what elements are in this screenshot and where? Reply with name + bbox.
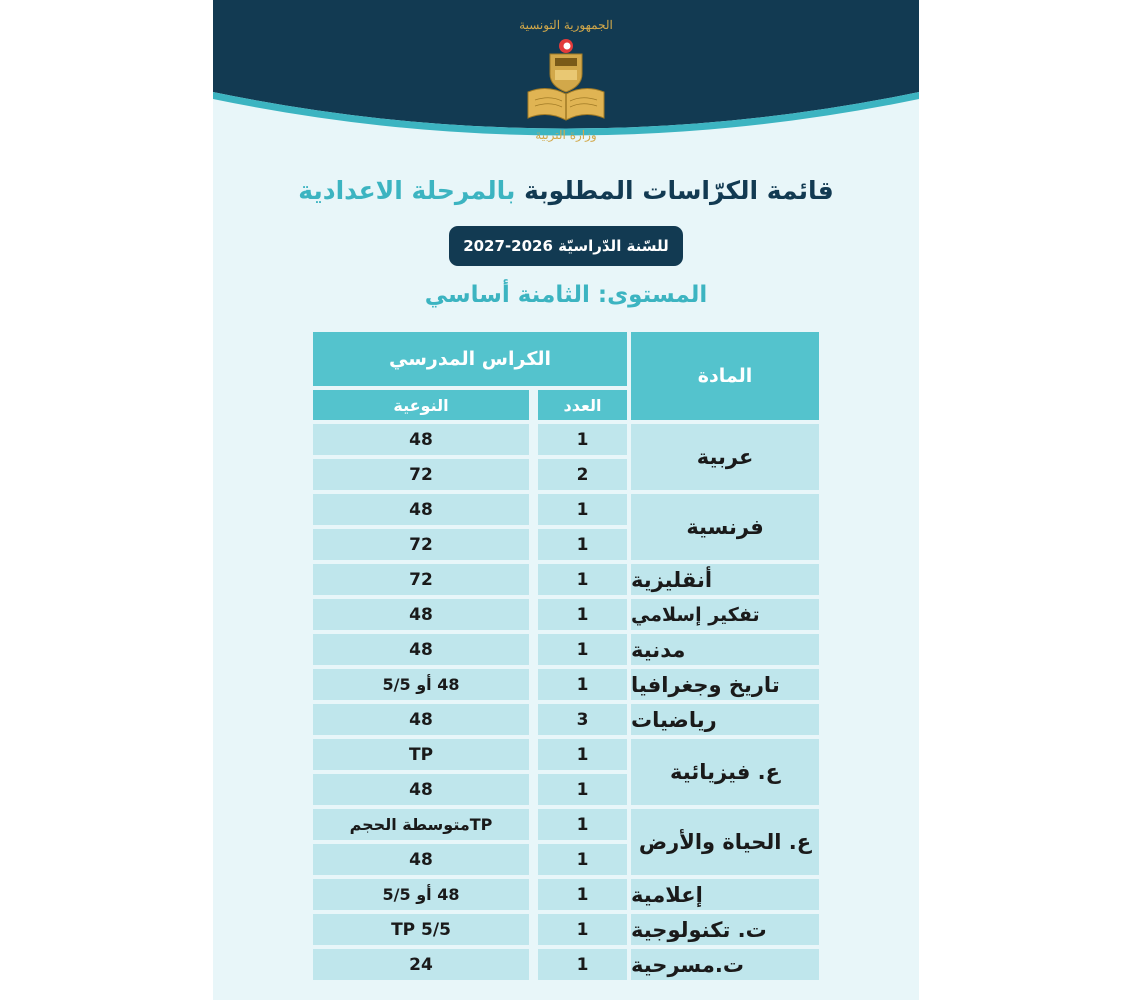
level-heading: المستوى: الثامنة أساسي — [424, 282, 708, 308]
type-cell: 48 — [313, 424, 529, 455]
count-cell: 1 — [538, 599, 627, 630]
emblem-republic-text: الجمهورية التونسية — [519, 18, 613, 32]
count-cell: 1 — [538, 529, 627, 560]
type-cell: 48 أو 5/5 — [313, 669, 529, 700]
header-subject: المادة — [631, 332, 819, 420]
type-cell: 72 — [313, 529, 529, 560]
count-cell: 1 — [538, 669, 627, 700]
type-cell: 48 — [313, 704, 529, 735]
count-cell: 1 — [538, 564, 627, 595]
header-type: النوعية — [313, 390, 529, 420]
subject-cell: ت. تكنولوجية — [631, 914, 819, 945]
subject-cell: تاريخ وجغرافيا — [631, 669, 819, 700]
page-title — [213, 176, 919, 205]
count-cell: 1 — [538, 494, 627, 525]
subject-cell: رياضيات — [631, 704, 819, 735]
subject-cell: ع. الحياة والأرض — [631, 809, 819, 875]
school-year-badge: للسّنة الدّراسيّة 2026-2027 — [449, 226, 683, 266]
count-cell: 1 — [538, 844, 627, 875]
subject-cell: ع. فيزيائية — [631, 739, 819, 805]
type-cell: 72 — [313, 459, 529, 490]
count-cell: 1 — [538, 914, 627, 945]
title-stage: بالمرحلة الاعدادية — [298, 176, 516, 205]
type-cell: 48 — [313, 774, 529, 805]
subject-cell: مدنية — [631, 634, 819, 665]
count-cell: 1 — [538, 809, 627, 840]
count-cell: 1 — [538, 774, 627, 805]
count-cell: 1 — [538, 634, 627, 665]
subject-cell: فرنسية — [631, 494, 819, 560]
header-notebook: الكراس المدرسي — [313, 332, 627, 386]
subject-cell: أنقليزية — [631, 564, 819, 595]
type-cell: 48 — [313, 844, 529, 875]
count-cell: 2 — [538, 459, 627, 490]
type-cell: 48 — [313, 599, 529, 630]
subject-cell: عربية — [631, 424, 819, 490]
type-cell: 72 — [313, 564, 529, 595]
count-cell: 1 — [538, 739, 627, 770]
count-cell: 1 — [538, 879, 627, 910]
subject-cell: تفكير إسلامي — [631, 599, 819, 630]
type-cell: TPمتوسطة الحجم — [313, 809, 529, 840]
header-count: العدد — [538, 390, 627, 420]
title-main: قائمة الكرّاسات المطلوبة — [524, 176, 834, 205]
emblem-ministry-text: وزارة التربية — [535, 128, 597, 142]
count-cell: 1 — [538, 949, 627, 980]
subject-cell: إعلامية — [631, 879, 819, 910]
subject-cell: ت.مسرحية — [631, 949, 819, 980]
type-cell: TP 5/5 — [313, 914, 529, 945]
poster — [213, 0, 919, 1000]
type-cell: 48 — [313, 634, 529, 665]
count-cell: 3 — [538, 704, 627, 735]
type-cell: TP — [313, 739, 529, 770]
type-cell: 24 — [313, 949, 529, 980]
type-cell: 48 — [313, 494, 529, 525]
type-cell: 48 أو 5/5 — [313, 879, 529, 910]
count-cell: 1 — [538, 424, 627, 455]
